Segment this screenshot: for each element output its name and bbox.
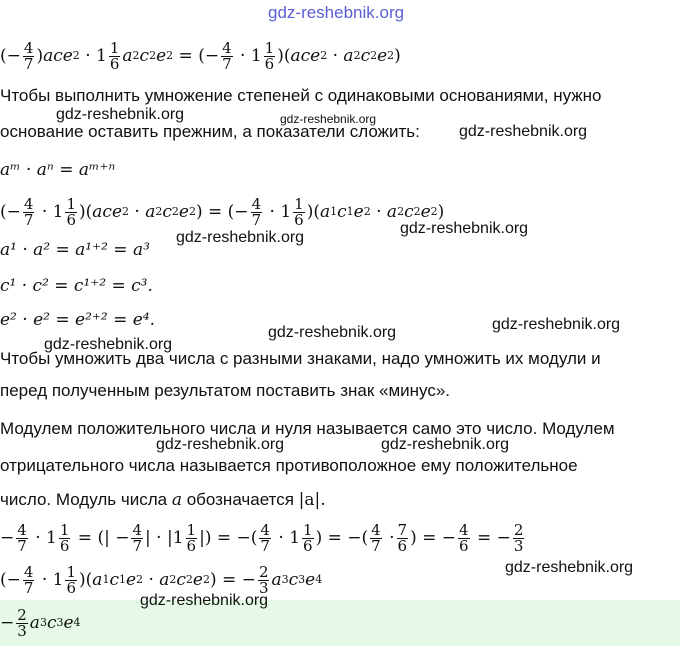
watermark: gdz-reshebnik.org	[156, 436, 285, 453]
fraction-1-6: $\frac{1}{6}$	[109, 38, 120, 73]
paragraph-1-line-1: Чтобы выполнить умножение степеней с одинаковыми основаниями, нужно	[0, 86, 602, 105]
watermark: gdz-reshebnik.org	[140, 592, 269, 609]
watermark: gdz-reshebnik.org	[505, 559, 634, 576]
paragraph-3-line-3: число. Модуль числа a обозначается |a|.	[0, 490, 326, 510]
watermark: gdz-reshebnik.org	[56, 106, 185, 123]
paragraph-2-line-2: перед полученным результатом поставить знак «минус».	[0, 381, 451, 400]
watermark: gdz-reshebnik.org	[176, 229, 305, 246]
watermark-small: gdz-reshebnik.org	[280, 112, 377, 126]
math-line-1: (− $\frac{4}{7}$ ) ace 2 · 1 $\frac{1}{6}$ a 2 c 2 e 2 = (− $\frac{4}{7}$ · 1 $\frac{1}{6}$ )( ace 2 · a 2 c 2 e 2 )	[0, 38, 401, 73]
watermark: gdz-reshebnik.org	[400, 220, 529, 237]
math-c-sum: c¹ · c² = c¹⁺² = c³.	[0, 276, 153, 296]
fraction-7-6: $\frac{7}{6}$	[397, 520, 408, 555]
exponent-rule: aᵐ · aⁿ = aᵐ⁺ⁿ	[0, 160, 116, 180]
paragraph-2-line-1: Чтобы умножить два числа с разными знаками, надо умножить их модули и	[0, 349, 601, 368]
math-line-3: − $\frac{4}{7}$ · 1 $\frac{1}{6}$ = (| − $\frac{4}{7}$ | · | 1 $\frac{1}{6}$ |) = −( $\frac{4}{7}$ · 1 $\frac{1}{6}$ ) = −( $\frac{4}{7}$ · $\frac{7}{6}$ ) = − $\frac{4}{6}$ = − $\frac{2}{3}$	[0, 520, 524, 555]
watermark: gdz-reshebnik.org	[492, 316, 621, 333]
answer-box	[0, 600, 680, 646]
watermark: gdz-reshebnik.org	[268, 324, 397, 341]
paragraph-3-line-1: Модулем положительного числа и нуля называется само это число. Модулем	[0, 419, 615, 438]
math-line-4: (− $\frac{4}{7}$ · 1 $\frac{1}{6}$ )( a 1 c 1 e 2 · a 2 c 2 e 2 ) = − $\frac{2}{3}$ a 3 c 3 e 4	[0, 562, 323, 597]
watermark: gdz-reshebnik.org	[459, 123, 588, 140]
paragraph-1-line-2: основание оставить прежним, а показатели сложить:	[0, 122, 420, 141]
watermark: gdz-reshebnik.org	[44, 336, 173, 353]
answer-expression: − $\frac{2}{3}$ a 3 c 3 e 4	[0, 605, 81, 640]
watermark-top: gdz-reshebnik.org	[268, 3, 405, 22]
fraction-2-3: $\frac{2}{3}$	[513, 520, 524, 555]
fraction-4-6: $\frac{4}{6}$	[459, 520, 469, 555]
fraction-4-7: $\frac{4}{7}$	[23, 38, 34, 73]
paragraph-3-line-2: отрицательного числа называется противоположное ему положительное	[0, 456, 578, 475]
math-a-sum: a¹ · a² = a¹⁺² = a³	[0, 240, 150, 260]
math-line-2: (− $\frac{4}{7}$ · 1 $\frac{1}{6}$ )( ace 2 · a 2 c 2 e 2 ) = (− $\frac{4}{7}$ · 1 $\frac{1}{6}$ )( a 1 c 1 e 2 · a 2 c 2 e 2 )	[0, 194, 445, 229]
math-e-sum: e² · e² = e²⁺² = e⁴.	[0, 310, 156, 330]
watermark: gdz-reshebnik.org	[381, 436, 510, 453]
